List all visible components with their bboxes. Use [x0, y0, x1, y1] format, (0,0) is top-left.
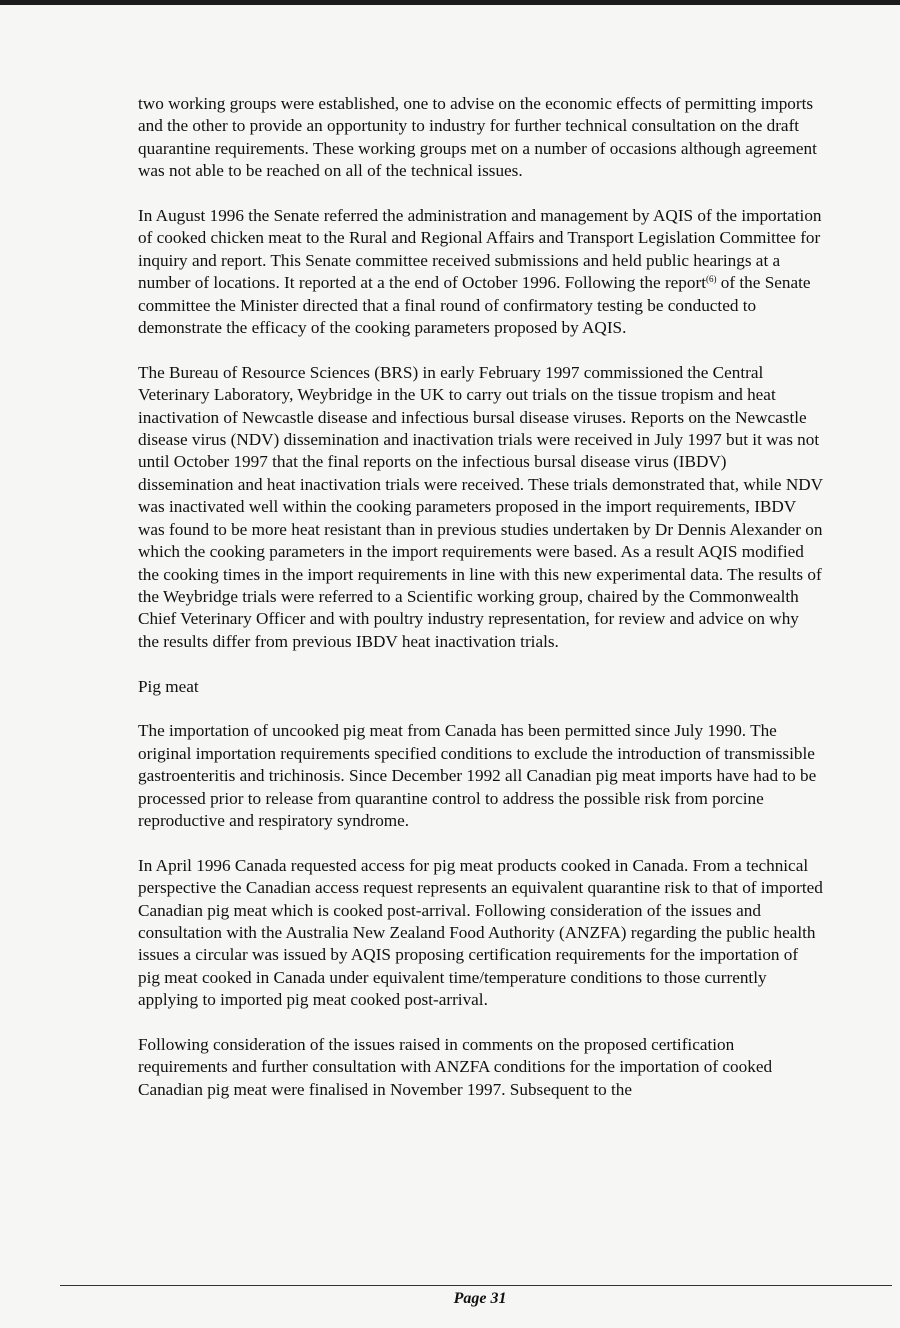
section-heading: Pig meat: [138, 676, 199, 696]
top-border: [0, 0, 900, 5]
paragraph: Following consideration of the issues raised in comments on the proposed certification requirements and further consultation with ANZFA conditions for the importation of cooked Canadian pig meat were finalised in November 1997. Subsequent to the: [138, 1034, 773, 1099]
page-number: Page 31: [453, 1290, 507, 1307]
body-text: [138, 93, 823, 1124]
reference-marker: (6): [706, 274, 717, 285]
paragraph: In April 1996 Canada requested access for pig meat products cooked in Canada. From a technical perspective the Canadian access request represents an equivalent quarantine risk to that of imported Canadian pig meat which is cooked post-arrival. Following consideration of the issues and consultation with the Australia New Zealand Food Authority (ANZFA) regarding the public health issues a circular was issued by AQIS proposing certification requirements for the importation of pig meat cooked in Canada under equivalent time/temperature conditions to those currently applying to imported pig meat cooked post-arrival.: [138, 855, 823, 1010]
footer-rule: [60, 1285, 892, 1286]
paragraph: two working groups were established, one to advise on the economic effects of permitting imports and the other to provide an opportunity to industry for further technical consultation on the draft quarantine requirements. These working groups met on a number of occasions although agreement was not able to be reached on all of the technical issues.: [138, 94, 817, 181]
paragraph: [138, 205, 823, 339]
paragraph: The importation of uncooked pig meat from Canada has been permitted since July 1990. The original importation requirements specified conditions to exclude the introduction of transmissible gastroenteritis and trichinosis. Since December 1992 all Canadian pig meat imports have had to be processed prior to release from quarantine control to address the possible risk from porcine reproductive and respiratory syndrome.: [138, 721, 817, 830]
paragraph: The Bureau of Resource Sciences (BRS) in early February 1997 commissioned the Central Veterinary Laboratory, Weybridge in the UK to carry out trials on the tissue tropism and heat inactivation of Newcastle disease and infectious bursal disease viruses. Reports on the Newcastle disease virus (NDV) dissemination and inactivation trials were received in July 1997 but it was not until October 1997 that the final reports on the infectious bursal disease virus (IBDV) dissemination and heat inactivation trials were received. These trials demonstrated that, while NDV was inactivated well within the cooking parameters proposed in the import requirements, IBDV was found to be more heat resistant than in previous studies undertaken by Dr Dennis Alexander on which the cooking parameters in the import requirements were based. As a result AQIS modified the cooking times in the import requirements in line with this new experimental data. The results of the Weybridge trials were referred to a Scientific working group, chaired by the Commonwealth Chief Veterinary Officer and with poultry industry representation, for review and advice on why the results differ from previous IBDV heat inactivation trials.: [138, 362, 823, 651]
paragraph-text: of the Senate committee the Minister directed that a final round of confirmatory testing be conducted to demonstrate the efficacy of the cooking parameters proposed by AQIS.: [138, 273, 811, 338]
paragraph-text: In August 1996 the Senate referred the administration and management by AQIS of the importation of cooked chicken meat to the Rural and Regional Affairs and Transport Legislation Committee for inquiry and report. This Senate committee received submissions and held public hearings at a number of locations. It reported at a the end of October 1996. Following the report: [138, 206, 822, 293]
